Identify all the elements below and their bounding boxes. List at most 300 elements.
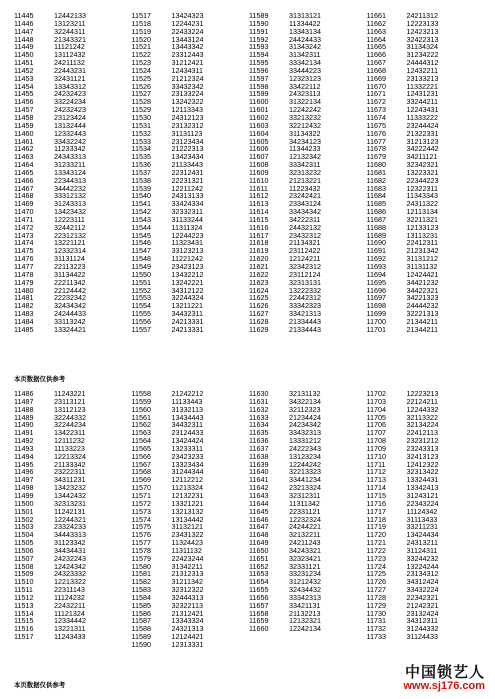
row-code: 22442312 xyxy=(289,293,321,303)
row-number: 11573 xyxy=(131,506,151,516)
row-code: 22344313 xyxy=(54,175,86,185)
row-number: 11537 xyxy=(131,167,151,177)
row-code: 12213322 xyxy=(54,577,86,587)
row-number: 11563 xyxy=(131,428,151,438)
row-number: 11566 xyxy=(131,451,151,461)
row-number: 11458 xyxy=(14,112,34,122)
row-number: 11730 xyxy=(366,608,386,618)
row-code: 33224234 xyxy=(54,97,86,107)
row-code: 13432212 xyxy=(171,269,204,279)
row-number: 11515 xyxy=(14,616,34,626)
row-number: 11571 xyxy=(131,490,151,500)
table-block-top xyxy=(14,12,484,334)
row-number: 11532 xyxy=(131,128,151,138)
row-code: 23423123 xyxy=(171,262,204,271)
row-code: 24311322 xyxy=(406,199,438,209)
reference-note-top: 本页数据仅供参考 xyxy=(14,376,66,383)
row-number: 11505 xyxy=(14,538,34,548)
row-number: 11473 xyxy=(14,230,34,240)
row-number: 11727 xyxy=(366,585,386,595)
row-code: 34234123 xyxy=(289,136,321,146)
row-number: 11530 xyxy=(131,112,151,122)
row-code: 12232324 xyxy=(289,514,321,524)
row-code: 22412113 xyxy=(406,428,438,438)
row-code: 32342321 xyxy=(406,160,439,170)
row-code: 32244311 xyxy=(54,26,86,36)
row-code: 21212324 xyxy=(171,73,204,83)
row-number: 11603 xyxy=(249,120,269,130)
row-code: 31343242 xyxy=(289,42,321,52)
row-code: 33342313 xyxy=(289,592,321,602)
row-code: 23123434 xyxy=(171,136,204,146)
row-number: 11448 xyxy=(14,34,34,44)
row-number: 11558 xyxy=(131,389,151,398)
row-number: 11685 xyxy=(366,199,386,209)
row-code: 24343313 xyxy=(54,152,86,162)
row-number: 11490 xyxy=(14,420,34,430)
row-code: 31322134 xyxy=(289,97,321,107)
row-code: 24321313 xyxy=(171,624,204,634)
row-code: 11343343 xyxy=(406,191,438,201)
row-number: 11720 xyxy=(366,530,386,540)
row-number: 11543 xyxy=(131,214,151,224)
row-code: 33432313 xyxy=(289,428,321,438)
row-code: 13423232 xyxy=(54,483,86,493)
row-number: 11479 xyxy=(14,277,34,287)
row-code: 13213132 xyxy=(171,506,204,516)
row-number: 11449 xyxy=(14,42,34,52)
row-number: 11461 xyxy=(14,136,34,146)
table-row xyxy=(14,641,484,649)
row-number: 11697 xyxy=(366,293,386,303)
row-code: 22231321 xyxy=(171,175,204,185)
row-code: 13342413 xyxy=(406,483,439,493)
row-code: 24211132 xyxy=(54,58,85,68)
row-code: 13324431 xyxy=(406,475,439,485)
row-code: 31133244 xyxy=(171,214,203,224)
row-code: 23124433 xyxy=(171,428,204,438)
row-number: 11472 xyxy=(14,222,34,232)
row-code: 11221242 xyxy=(171,254,203,264)
row-code: 13443342 xyxy=(171,42,204,52)
row-code: 23431322 xyxy=(171,530,204,540)
row-number: 11551 xyxy=(131,277,151,287)
row-number: 11657 xyxy=(249,600,269,610)
row-code: 21334443 xyxy=(289,324,321,334)
row-code: 12223213 xyxy=(406,389,439,398)
row-number: 11568 xyxy=(131,467,151,477)
row-code: 21222313 xyxy=(171,144,204,154)
row-code: 13112123 xyxy=(54,404,86,414)
row-code: 33213232 xyxy=(289,112,321,122)
row-code: 23112422 xyxy=(289,246,321,256)
row-number: 11642 xyxy=(249,483,269,493)
row-code: 33422112 xyxy=(289,81,321,91)
site-watermark xyxy=(403,661,485,692)
row-number: 11491 xyxy=(14,428,34,438)
row-number: 11456 xyxy=(14,97,34,107)
row-code: 23213324 xyxy=(289,483,321,493)
row-number: 11488 xyxy=(14,404,34,414)
row-number: 11682 xyxy=(366,175,386,185)
row-number: 11715 xyxy=(366,490,386,500)
row-code: 22113223 xyxy=(54,262,86,271)
row-code: 13113231 xyxy=(406,230,438,240)
row-code: 22331121 xyxy=(289,506,321,516)
row-number: 11684 xyxy=(366,191,386,201)
row-number: 11552 xyxy=(131,285,151,295)
row-code: 32342312 xyxy=(289,262,321,271)
row-number: 11732 xyxy=(366,624,386,634)
row-number: 11529 xyxy=(131,105,151,115)
row-code: 32312311 xyxy=(289,490,321,500)
row-code: 12431231 xyxy=(406,89,439,99)
row-number: 11484 xyxy=(14,316,34,326)
row-number: 11650 xyxy=(249,545,269,555)
row-number: 11601 xyxy=(249,105,269,115)
row-code: 13424323 xyxy=(171,11,204,20)
row-number: 11627 xyxy=(249,309,269,319)
row-number: 11653 xyxy=(249,569,269,579)
row-number: 11582 xyxy=(131,577,151,587)
row-number: 11722 xyxy=(366,545,386,555)
row-code: 21334443 xyxy=(289,316,321,326)
row-number: 11559 xyxy=(131,396,151,406)
row-number: 11579 xyxy=(131,553,151,563)
row-number: 11584 xyxy=(131,592,151,602)
row-number: 11680 xyxy=(366,160,386,170)
row-code: 12412322 xyxy=(406,459,439,469)
row-number: 11506 xyxy=(14,545,34,555)
row-number: 11645 xyxy=(249,506,269,516)
row-code: 24244221 xyxy=(289,522,321,532)
row-number: 11641 xyxy=(249,475,269,485)
row-code: 21231342 xyxy=(406,246,439,256)
row-number: 11494 xyxy=(14,451,34,461)
row-number: 11544 xyxy=(131,222,151,232)
row-code: 31123342 xyxy=(54,538,86,548)
row-code: 23242421 xyxy=(289,191,321,201)
row-number: 11633 xyxy=(249,412,269,422)
row-code: 13324421 xyxy=(54,324,86,334)
row-number: 11621 xyxy=(249,262,269,271)
row-code: 12113343 xyxy=(171,105,203,115)
row-number: 11580 xyxy=(131,561,151,571)
row-number: 11624 xyxy=(249,285,269,295)
row-code: 31124311 xyxy=(406,545,438,555)
row-code: 24313133 xyxy=(171,191,204,201)
row-code: 32331121 xyxy=(289,561,321,571)
row-code: 13424424 xyxy=(171,436,204,446)
row-code: 24323332 xyxy=(54,569,86,579)
row-code: 22423244 xyxy=(171,553,204,563)
row-number: 11536 xyxy=(131,160,151,170)
row-number: 11693 xyxy=(366,262,386,271)
row-code: 33342323 xyxy=(289,301,321,311)
row-number: 11686 xyxy=(366,207,386,217)
row-code: 31131212 xyxy=(406,254,438,264)
row-code: 32244234 xyxy=(54,420,86,430)
row-number: 11712 xyxy=(366,467,386,477)
row-number: 11531 xyxy=(131,120,151,130)
row-number: 11585 xyxy=(131,600,151,610)
row-code: 32313131 xyxy=(289,277,321,287)
row-code: 23133213 xyxy=(406,73,439,83)
table-cell xyxy=(132,326,250,334)
row-code: 12213324 xyxy=(54,451,86,461)
row-number: 11524 xyxy=(131,65,151,75)
row-number: 11560 xyxy=(131,404,151,414)
row-number: 11639 xyxy=(249,459,269,469)
row-number: 11655 xyxy=(249,585,269,595)
row-code: 12334442 xyxy=(54,616,86,626)
row-code: 31131132 xyxy=(406,262,438,271)
row-code: 34443313 xyxy=(54,530,86,540)
row-code: 13423432 xyxy=(54,207,86,217)
row-number: 11590 xyxy=(249,18,269,28)
row-code: 24222343 xyxy=(289,443,321,453)
row-number: 11453 xyxy=(14,73,34,83)
row-number: 11542 xyxy=(131,207,151,217)
row-code: 32313231 xyxy=(54,498,86,508)
table-cell xyxy=(367,641,485,649)
row-number: 11541 xyxy=(131,199,151,209)
row-number: 11725 xyxy=(366,569,386,579)
row-number: 11659 xyxy=(249,616,269,626)
table-cell xyxy=(132,641,250,649)
row-number: 11468 xyxy=(14,191,34,201)
row-number: 11517 xyxy=(131,11,151,20)
row-number: 11702 xyxy=(366,389,386,398)
row-code: 33441234 xyxy=(289,475,321,485)
row-code: 34312311 xyxy=(406,616,438,626)
row-number: 11635 xyxy=(249,428,269,438)
row-code: 13224244 xyxy=(406,561,439,571)
row-code: 32134224 xyxy=(406,420,439,430)
row-code: 12244321 xyxy=(54,514,86,524)
row-number: 11644 xyxy=(249,498,269,508)
row-code: 11124342 xyxy=(406,506,438,516)
row-code: 34432311 xyxy=(171,420,203,430)
row-code: 32434342 xyxy=(54,301,86,311)
row-number: 11625 xyxy=(249,293,269,303)
row-number: 11678 xyxy=(366,144,386,154)
table-cell xyxy=(14,633,132,641)
row-code: 21343321 xyxy=(54,34,86,44)
row-code: 24323113 xyxy=(289,89,321,99)
row-code: 21133342 xyxy=(54,459,86,469)
row-code: 31134422 xyxy=(54,269,86,279)
row-code: 33123213 xyxy=(171,246,204,256)
row-number: 11636 xyxy=(249,436,269,446)
row-number: 11704 xyxy=(366,404,386,414)
row-number: 11623 xyxy=(249,277,269,287)
row-code: 11133443 xyxy=(171,396,203,406)
row-number: 11500 xyxy=(14,498,34,508)
row-number: 11498 xyxy=(14,483,34,493)
row-code: 34222442 xyxy=(406,144,439,154)
table-cell xyxy=(367,326,485,334)
row-number: 11533 xyxy=(131,136,151,146)
row-number: 11562 xyxy=(131,420,151,430)
row-code: 24312123 xyxy=(171,112,204,122)
row-number: 11667 xyxy=(366,58,386,68)
row-code: 23113121 xyxy=(54,396,86,406)
row-code: 13434443 xyxy=(171,412,204,422)
row-number: 11649 xyxy=(249,538,269,548)
row-number: 11528 xyxy=(131,97,151,107)
row-code: 23134312 xyxy=(406,569,439,579)
watermark-name: 中国锁艺人 xyxy=(404,664,485,681)
row-number: 11477 xyxy=(14,262,34,271)
table-cell xyxy=(249,641,367,649)
row-code: 12132231 xyxy=(171,490,204,500)
row-number: 11455 xyxy=(14,89,34,99)
row-code: 13343124 xyxy=(54,167,86,177)
row-number: 11620 xyxy=(249,254,269,264)
row-code: 12424342 xyxy=(54,561,86,571)
row-code: 24432132 xyxy=(289,222,321,232)
row-code: 32434432 xyxy=(289,585,321,595)
row-code: 22211342 xyxy=(54,277,86,287)
row-code: 24213331 xyxy=(171,316,204,326)
row-number: 11592 xyxy=(249,34,269,44)
row-number: 11457 xyxy=(14,105,34,115)
row-number: 11703 xyxy=(366,396,386,406)
row-number: 11658 xyxy=(249,608,269,618)
row-number: 11613 xyxy=(249,199,269,209)
row-code: 24234342 xyxy=(289,420,321,430)
row-number: 11733 xyxy=(366,632,386,642)
row-code: 11333222 xyxy=(406,112,438,122)
row-code: 24444312 xyxy=(406,58,439,68)
row-code: 12132321 xyxy=(289,616,321,626)
row-number: 11485 xyxy=(14,324,34,334)
row-number: 11723 xyxy=(366,553,386,563)
row-code: 12242242 xyxy=(289,105,321,115)
row-code: 13424434 xyxy=(406,530,439,540)
row-code: 32312322 xyxy=(171,585,204,595)
row-number: 11689 xyxy=(366,230,386,240)
row-code: 22124211 xyxy=(406,396,438,406)
row-number: 11596 xyxy=(249,65,269,75)
row-number: 11466 xyxy=(14,175,34,185)
row-code: 13134442 xyxy=(171,514,204,524)
row-code: 33244211 xyxy=(406,97,438,107)
row-code: 11121324 xyxy=(54,608,85,618)
row-code: 12124421 xyxy=(171,632,204,642)
row-code: 31132121 xyxy=(171,522,203,532)
row-number: 11545 xyxy=(131,230,151,240)
row-code: 12244332 xyxy=(406,404,439,414)
row-number: 11526 xyxy=(131,81,151,91)
row-number: 11509 xyxy=(14,569,34,579)
row-code: 22124442 xyxy=(54,285,86,295)
row-code: 12323123 xyxy=(289,73,321,83)
row-code: 12133123 xyxy=(406,222,439,232)
row-code: 24424433 xyxy=(289,34,321,44)
row-number: 11710 xyxy=(366,451,386,461)
table-cell xyxy=(14,641,132,649)
row-number: 11651 xyxy=(249,553,269,563)
row-number: 11691 xyxy=(366,246,386,256)
row-code: 31332113 xyxy=(171,404,203,414)
row-code: 21234424 xyxy=(289,412,321,422)
row-code: 34421232 xyxy=(406,277,439,287)
row-number: 11487 xyxy=(14,396,34,406)
row-code: 12424421 xyxy=(406,269,439,279)
row-code: 24211312 xyxy=(406,11,438,20)
row-number: 11590 xyxy=(131,640,151,649)
row-code: 24313211 xyxy=(406,538,438,548)
row-number: 11525 xyxy=(131,73,151,83)
row-code: 22232342 xyxy=(54,293,86,303)
row-code: 34422321 xyxy=(406,285,439,295)
row-code: 34432311 xyxy=(171,309,203,319)
row-number: 11609 xyxy=(249,167,269,177)
row-number: 11676 xyxy=(366,128,386,138)
row-code: 32132211 xyxy=(289,530,321,540)
row-number: 11471 xyxy=(14,214,34,224)
row-code: 23123424 xyxy=(54,112,86,122)
row-code: 13242322 xyxy=(171,97,204,107)
row-code: 33231234 xyxy=(289,569,321,579)
table-cell xyxy=(249,633,367,641)
row-code: 24232423 xyxy=(54,89,86,99)
row-number: 11698 xyxy=(366,301,386,311)
row-number: 11643 xyxy=(249,490,269,500)
row-code: 13443124 xyxy=(171,34,204,44)
table-cell xyxy=(14,326,132,334)
row-code: 33444223 xyxy=(289,65,321,75)
row-number: 11510 xyxy=(14,577,34,587)
row-code: 12242134 xyxy=(289,624,321,634)
row-number: 11445 xyxy=(14,11,34,20)
row-number: 11486 xyxy=(14,389,34,398)
table-block-bottom xyxy=(14,390,484,649)
row-number: 11622 xyxy=(249,269,269,279)
row-code: 13211221 xyxy=(171,301,203,311)
row-number: 11578 xyxy=(131,545,151,555)
row-number: 11501 xyxy=(14,506,34,516)
row-code: 22312132 xyxy=(54,230,86,240)
row-number: 11663 xyxy=(366,26,386,36)
row-code: 21322331 xyxy=(406,128,439,138)
row-code: 11243221 xyxy=(54,389,86,398)
row-code: 33244232 xyxy=(406,553,439,563)
row-code: 21312421 xyxy=(171,608,204,618)
row-code: 21133443 xyxy=(171,160,203,170)
row-number: 11483 xyxy=(14,309,34,319)
row-code: 23324233 xyxy=(54,522,86,532)
row-code: 33424334 xyxy=(171,199,204,209)
row-number: 11614 xyxy=(249,207,269,217)
row-code: 23133224 xyxy=(171,89,204,99)
row-number: 11569 xyxy=(131,475,151,485)
row-number: 11589 xyxy=(249,11,269,20)
row-code: 12111232 xyxy=(54,436,85,446)
row-number: 11463 xyxy=(14,152,34,162)
row-code: 22432211 xyxy=(54,600,86,610)
row-code: 31243313 xyxy=(54,199,86,209)
row-code: 12442133 xyxy=(54,11,86,20)
row-number: 11464 xyxy=(14,160,34,170)
row-number: 11718 xyxy=(366,514,386,524)
row-number: 11709 xyxy=(366,443,386,453)
row-code: 31342211 xyxy=(171,561,203,571)
row-code: 33421131 xyxy=(289,600,321,610)
row-code: 31124433 xyxy=(406,632,438,642)
